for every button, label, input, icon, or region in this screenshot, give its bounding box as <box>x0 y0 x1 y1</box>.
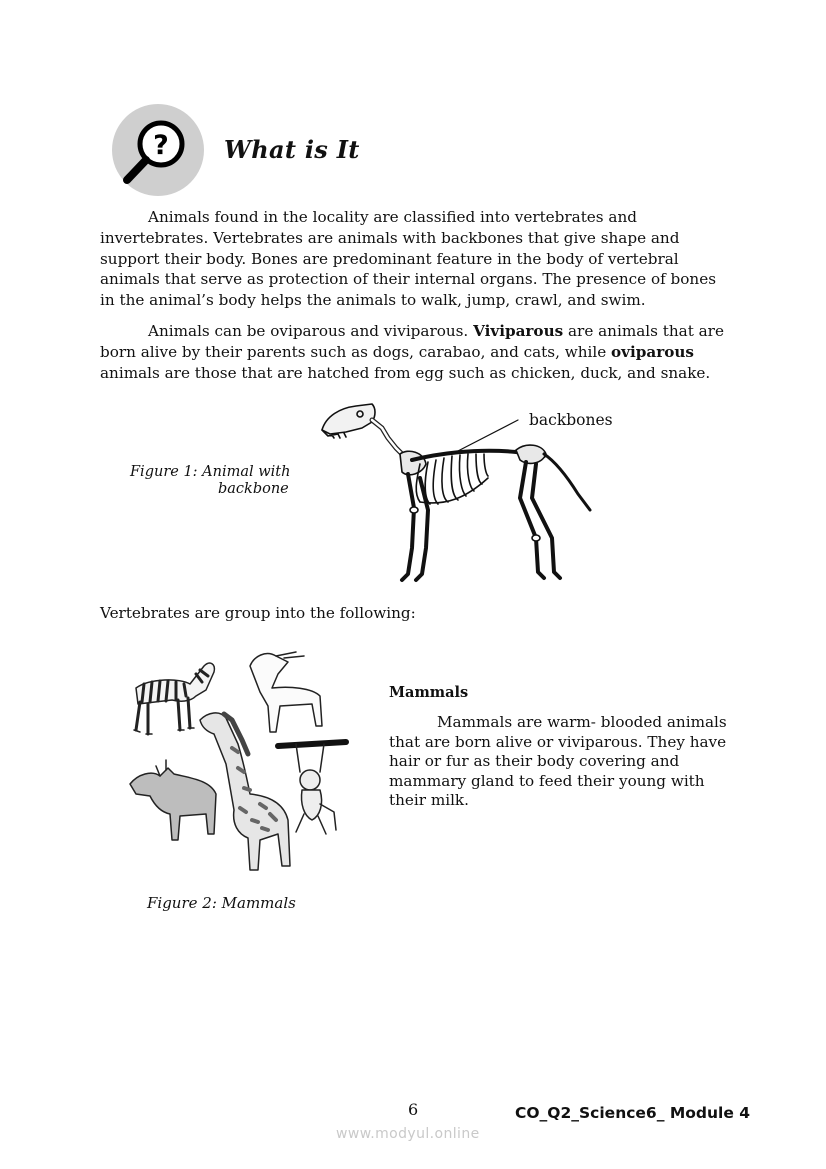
section-title: What is It <box>224 135 360 164</box>
mammals-heading: Mammals <box>389 684 469 701</box>
viviparous-paragraph: Animals can be oviparous and viviparous. Viviparous are animals that are born alive by their parents such as dogs, carabao, and cats, while oviparous animals are those that are hatched from egg such as chicken, duck, and snake. <box>100 322 724 382</box>
figure2-caption: Figure 2: Mammals <box>147 894 296 912</box>
term-viviparous: Viviparous <box>473 322 564 340</box>
page-number: 6 <box>408 1100 419 1119</box>
intro-paragraph: Animals found in the locality are classified into vertebrates and invertebrates. Vertebrates are animals with backbones that give shape and support their body. Bones are predominant feature in the body of vertebral animals that serve as protection of their internal organs. The presence of bones in the animal’s body helps the animals to walk, jump, crawl, and swim. <box>100 208 716 310</box>
goat-figure <box>130 760 216 840</box>
term-oviparous: oviparous <box>611 342 694 361</box>
figure1-caption: Figure 1: Animal with backbone <box>130 464 291 497</box>
backbones-label: backbones <box>529 411 613 429</box>
white-horse-figure <box>250 652 322 732</box>
mammals-illustration <box>120 644 350 876</box>
watermark: www.modyul.online <box>336 1126 480 1142</box>
vertebrate-groups-intro: Vertebrates are group into the following: <box>100 604 416 622</box>
svg-text:?: ? <box>153 130 169 161</box>
mammals-description: Mammals are warm- blooded animals that are born alive or viviparous. They have hair or fur as their body covering and mammary gland to feed their young with their milk. <box>389 713 727 809</box>
question-magnifier-icon <box>112 104 204 196</box>
module-code: CO_Q2_Science6_ Module 4 <box>515 1104 751 1122</box>
